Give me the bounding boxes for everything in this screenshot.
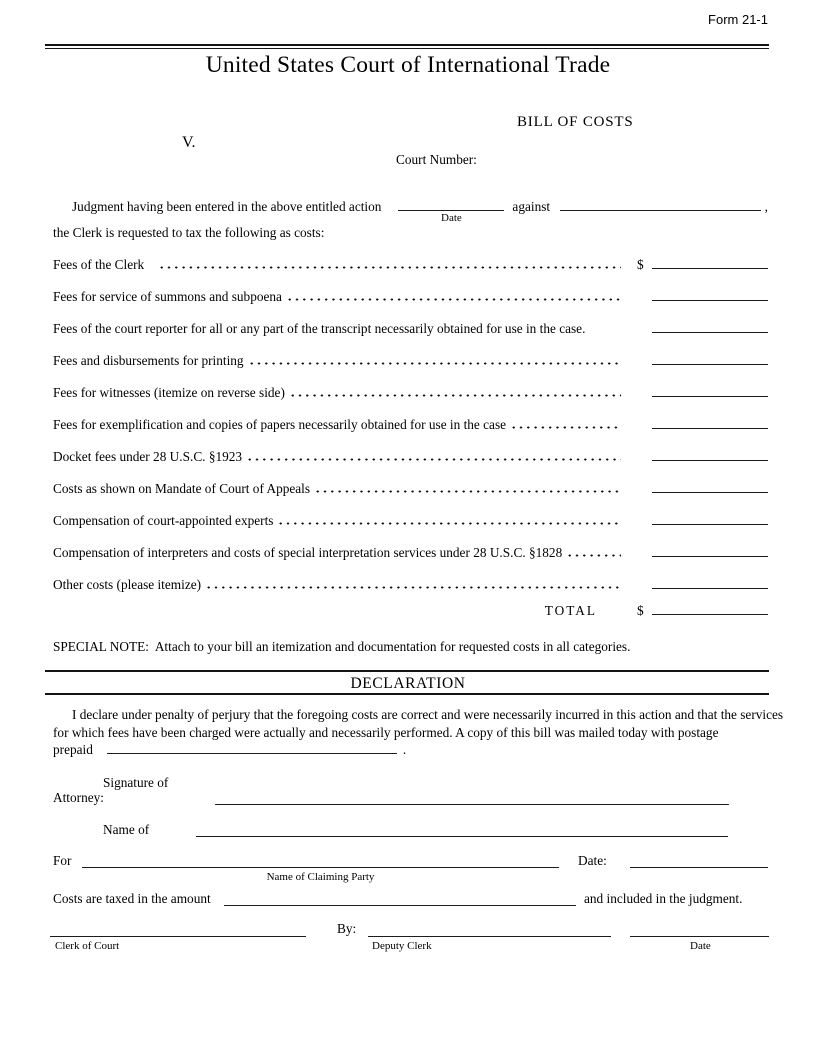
fee-list xyxy=(53,245,768,625)
dot-leader xyxy=(291,394,621,397)
prepaid-postage-field[interactable] xyxy=(107,753,397,754)
judgment-paragraph xyxy=(53,199,768,241)
date-caption: Date xyxy=(690,940,711,952)
fee-amount-field[interactable] xyxy=(652,268,768,269)
claiming-party-caption: Name of Claiming Party xyxy=(266,871,375,883)
date-caption: Date xyxy=(441,212,462,224)
judgment-intro-text: Judgment having been entered in the above entitled action xyxy=(72,199,382,214)
fee-row xyxy=(53,341,768,373)
attorney-label: Attorney: xyxy=(53,790,104,805)
signature-of-label: Signature of xyxy=(103,775,169,790)
fee-amount-field[interactable] xyxy=(652,460,768,461)
clerk-signature-field[interactable] xyxy=(50,936,306,937)
fee-row xyxy=(53,373,768,405)
declaration-line2: for which fees have been charged were actually and necessarily performed. A copy of this bill was mailed today with postage xyxy=(53,724,719,740)
fee-amount-field[interactable] xyxy=(652,396,768,397)
fee-amount-field[interactable] xyxy=(652,332,768,333)
fee-label: Fees and disbursements for printing xyxy=(53,353,244,368)
declaration-heading: DECLARATION xyxy=(350,675,466,692)
prepaid-label: prepaid xyxy=(53,742,93,757)
fee-amount-field[interactable] xyxy=(652,492,768,493)
costs-taxed-label: Costs are taxed in the amount xyxy=(53,891,211,906)
fee-label: Other costs (please itemize) xyxy=(53,577,202,592)
date-label: Date: xyxy=(578,853,607,868)
claiming-party-field[interactable] xyxy=(82,867,559,868)
fee-label: Fees of the court reporter for all or any part of the transcript necessarily obtained for use in the case. xyxy=(53,321,586,336)
dot-leader xyxy=(512,426,621,429)
header-rule xyxy=(45,44,769,49)
fee-amount-field[interactable] xyxy=(652,524,768,525)
special-note-text: SPECIAL NOTE: Attach to your bill an itemization and documentation for requested costs in all categories. xyxy=(53,639,631,654)
name-of-label: Name of xyxy=(103,822,150,837)
versus-label: V. xyxy=(182,134,196,151)
fee-label: Fees of the Clerk xyxy=(53,257,145,272)
fee-label: Costs as shown on Mandate of Court of Appeals xyxy=(53,481,311,496)
spacer xyxy=(591,330,621,333)
fee-amount-field[interactable] xyxy=(652,588,768,589)
fee-row xyxy=(53,245,768,277)
taxed-amount-field[interactable] xyxy=(224,905,576,906)
for-date-field[interactable] xyxy=(630,867,768,868)
dot-leader xyxy=(568,554,621,557)
attorney-signature-field[interactable] xyxy=(215,804,729,805)
currency-symbol: $ xyxy=(637,603,644,618)
fee-label: Compensation of interpreters and costs of special interpretation services under 28 U.S.C. §1828 xyxy=(53,545,563,560)
judgment-date-field[interactable] xyxy=(398,210,504,224)
dot-leader xyxy=(279,522,621,525)
included-in-judgment-text: and included in the judgment. xyxy=(584,891,743,906)
fee-label: Docket fees under 28 U.S.C. §1923 xyxy=(53,449,243,464)
dot-leader xyxy=(288,298,621,301)
dot-leader xyxy=(248,458,621,461)
fee-label: Fees for witnesses (itemize on reverse side) xyxy=(53,385,285,400)
fee-row xyxy=(53,309,768,341)
dot-leader xyxy=(207,586,621,589)
fee-amount-field[interactable] xyxy=(652,364,768,365)
fee-row xyxy=(53,565,768,597)
currency-symbol: $ xyxy=(637,257,644,272)
against-label: against xyxy=(512,199,551,214)
bill-of-costs-heading: BILL OF COSTS xyxy=(517,114,634,130)
period-text: . xyxy=(402,742,407,757)
deputy-clerk-caption: Deputy Clerk xyxy=(372,940,432,952)
court-number-label: Court Number: xyxy=(396,152,477,167)
against-party-field[interactable] xyxy=(560,210,761,211)
fee-amount-field[interactable] xyxy=(652,556,768,557)
judgment-continuation-text: the Clerk is requested to tax the following as costs: xyxy=(53,225,325,240)
comma-text: , xyxy=(764,199,768,214)
total-amount-field[interactable] xyxy=(652,614,768,615)
declaration-line1: I declare under penalty of perjury that the foregoing costs are correct and were necessarily incurred in this action and that the services xyxy=(72,707,784,722)
for-label: For xyxy=(53,853,72,868)
fee-label: Fees for service of summons and subpoena xyxy=(53,289,282,304)
form-number: Form 21-1 xyxy=(708,12,768,27)
fee-row xyxy=(53,405,768,437)
fee-amount-field[interactable] xyxy=(652,428,768,429)
clerk-of-court-caption: Clerk of Court xyxy=(55,940,120,952)
signature-date-field[interactable] xyxy=(630,936,769,937)
fee-label: Fees for exemplification and copies of papers necessarily obtained for use in the case xyxy=(53,417,507,432)
by-label: By: xyxy=(337,921,357,936)
declaration-rule-bottom xyxy=(45,693,769,695)
total-label: TOTAL xyxy=(544,603,597,618)
fee-row xyxy=(53,501,768,533)
deputy-clerk-signature-field[interactable] xyxy=(368,936,611,937)
declaration-body xyxy=(53,706,784,759)
fee-row xyxy=(53,469,768,501)
fee-label: Compensation of court-appointed experts xyxy=(53,513,274,528)
total-row xyxy=(53,597,768,625)
dot-leader xyxy=(316,490,621,493)
dot-leader xyxy=(160,266,621,269)
fee-row xyxy=(53,437,768,469)
fee-amount-field[interactable] xyxy=(652,300,768,301)
attorney-name-field[interactable] xyxy=(196,836,728,837)
page-title: United States Court of International Trade xyxy=(205,52,611,78)
fee-row xyxy=(53,277,768,309)
dot-leader xyxy=(250,362,621,365)
fee-row xyxy=(53,533,768,565)
declaration-rule-top xyxy=(45,670,769,672)
